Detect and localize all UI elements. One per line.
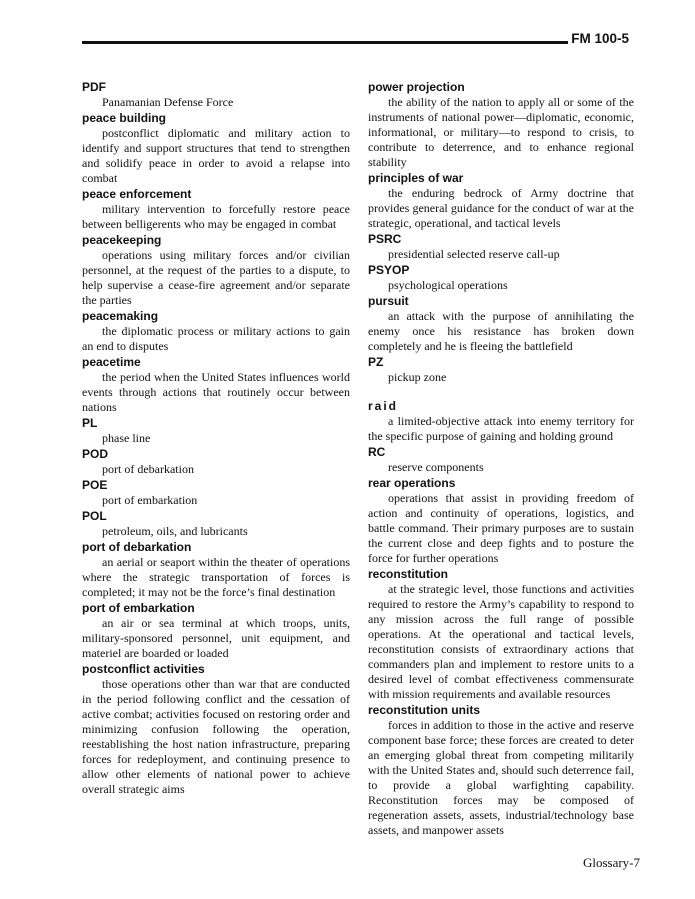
glossary-term: raid (368, 399, 399, 413)
glossary-definition: postconflict diplomatic and military action to identify and support structures that tend to strengthen and solidify peace in order to avoid a relapse into combat (82, 126, 350, 185)
glossary-term: RC (368, 445, 386, 459)
glossary-term: postconflict activities (82, 662, 205, 676)
glossary-term: PDF (82, 80, 106, 94)
glossary-term: port of embarkation (82, 601, 195, 615)
glossary-definition: port of embarkation (102, 493, 198, 507)
glossary-entry (368, 354, 634, 385)
glossary-entry (82, 415, 350, 446)
glossary-term: PSRC (368, 232, 402, 246)
glossary-entry (368, 293, 634, 354)
glossary-term: reconstitution (368, 567, 448, 581)
glossary-definition: at the strategic level, those functions and activities required to restore the Army’s capability to respond to any mission across the full range of possible operations. At the operational and tactical levels, reconstitution consists of extraordinary actions that commanders plan and implement to restore units to a desired level of combat effectiveness commensurate with mission requirements and available resources (368, 582, 634, 701)
glossary-definition: the ability of the nation to apply all or some of the instruments of national power—diplomatic, economic, informational, or military—to respond to crisis, to contribute to deterrence, and to enhance regional stability (368, 95, 634, 169)
glossary-entry (82, 79, 350, 110)
glossary-term: POL (82, 509, 107, 523)
glossary-term: peacetime (82, 355, 141, 369)
glossary-definition: operations using military forces and/or civilian personnel, at the request of the parties to a dispute, to help supervise a cease-fire agreement and/or separate the parties (82, 248, 350, 307)
glossary-term: POD (82, 447, 109, 461)
glossary-entry (82, 186, 350, 232)
glossary-entry (82, 308, 350, 354)
glossary-entry (368, 170, 634, 231)
glossary-term: POE (82, 478, 108, 492)
glossary-entry (82, 600, 350, 661)
glossary-definition: the enduring bedrock of Army doctrine that provides general guidance for the conduct of war at the strategic, operational, and tactical levels (368, 186, 634, 230)
glossary-term: peacekeeping (82, 233, 162, 247)
glossary-entry (368, 702, 634, 838)
glossary-definition: port of debarkation (102, 462, 194, 476)
glossary-definition: forces in addition to those in the active and reserve component base force; these forces are created to deter an emerging global threat from competing militarily with the United States and, should such deterrence fail, to provide a global warfighting capability. Reconstitution forces may be composed of regeneration assets, assets, industrial/technology base assets, and manpower assets (368, 718, 634, 837)
glossary-definition: an air or sea terminal at which troops, units, military-sponsored personnel, unit equipment, and materiel are boarded or loaded (82, 616, 350, 660)
glossary-entry (82, 232, 350, 308)
glossary-entry (368, 79, 634, 170)
glossary-definition: presidential selected reserve call-up (388, 247, 560, 261)
glossary-definition: those operations other than war that are conducted in the period following conflict and the cessation of active combat; activities focused on restoring order and minimizing confusion following the operation, reestablishing the host nation infrastructure, preparing forces for redeployment, and continuing presence to allow other elements of national power to achieve overall strategic aims (82, 677, 350, 796)
header-rule (82, 41, 568, 44)
glossary-entry (82, 661, 350, 797)
glossary-entry (82, 539, 350, 600)
glossary-definition: pickup zone (388, 370, 447, 384)
glossary-definition: an attack with the purpose of annihilating the enemy once his resistance has broken down completely and he is fleeing the battlefield (368, 309, 634, 353)
glossary-term: PL (82, 416, 98, 430)
glossary-term: peacemaking (82, 309, 159, 323)
glossary-definition: an aerial or seaport within the theater of operations where the strategic transportation of forces is completed; it may not be the force’s final destination (82, 555, 350, 599)
glossary-term: principles of war (368, 171, 464, 185)
glossary-term: reconstitution units (368, 703, 480, 717)
glossary-term: port of debarkation (82, 540, 192, 554)
glossary-definition: a limited-objective attack into enemy territory for the specific purpose of gaining and holding ground (368, 414, 634, 443)
glossary-term: pursuit (368, 294, 409, 308)
glossary-term: peace building (82, 111, 167, 125)
glossary-definition: reserve components (388, 460, 484, 474)
glossary-term: peace enforcement (82, 187, 192, 201)
glossary-entry (82, 477, 350, 508)
glossary-entry (82, 508, 350, 539)
page-number: Glossary-7 (582, 855, 640, 870)
glossary-definition: psychological operations (388, 278, 508, 292)
glossary-term: PSYOP (368, 263, 410, 277)
glossary-entry (82, 110, 350, 186)
glossary-entry (368, 231, 634, 262)
glossary-entry (368, 566, 634, 702)
glossary-entry (368, 444, 634, 475)
glossary-term: rear operations (368, 476, 456, 490)
glossary-definition: Panamanian Defense Force (102, 95, 234, 109)
section-gap (368, 385, 634, 398)
glossary-definition: the diplomatic process or military actions to gain an end to disputes (82, 324, 350, 353)
glossary-entry (368, 398, 634, 444)
glossary-entry (82, 446, 350, 477)
glossary-definition: the period when the United States influences world events through actions that routinely occur between nations (82, 370, 350, 414)
glossary-term: power projection (368, 80, 465, 94)
glossary-entry (368, 262, 634, 293)
glossary-definition: phase line (102, 431, 151, 445)
glossary-term: PZ (368, 355, 384, 369)
glossary-definition: operations that assist in providing freedom of action and continuity of operations, logistics, and battle command. Their primary purposes are to sustain the current close and deep fights and to posture the force for further operations (368, 491, 634, 565)
header-title: FM 100-5 (571, 31, 629, 46)
right-column (368, 79, 634, 838)
left-column (82, 79, 350, 797)
glossary-definition: petroleum, oils, and lubricants (102, 524, 248, 538)
glossary-entry (82, 354, 350, 415)
glossary-entry (368, 475, 634, 566)
glossary-definition: military intervention to forcefully restore peace between belligerents who may be engaged in combat (82, 202, 350, 231)
